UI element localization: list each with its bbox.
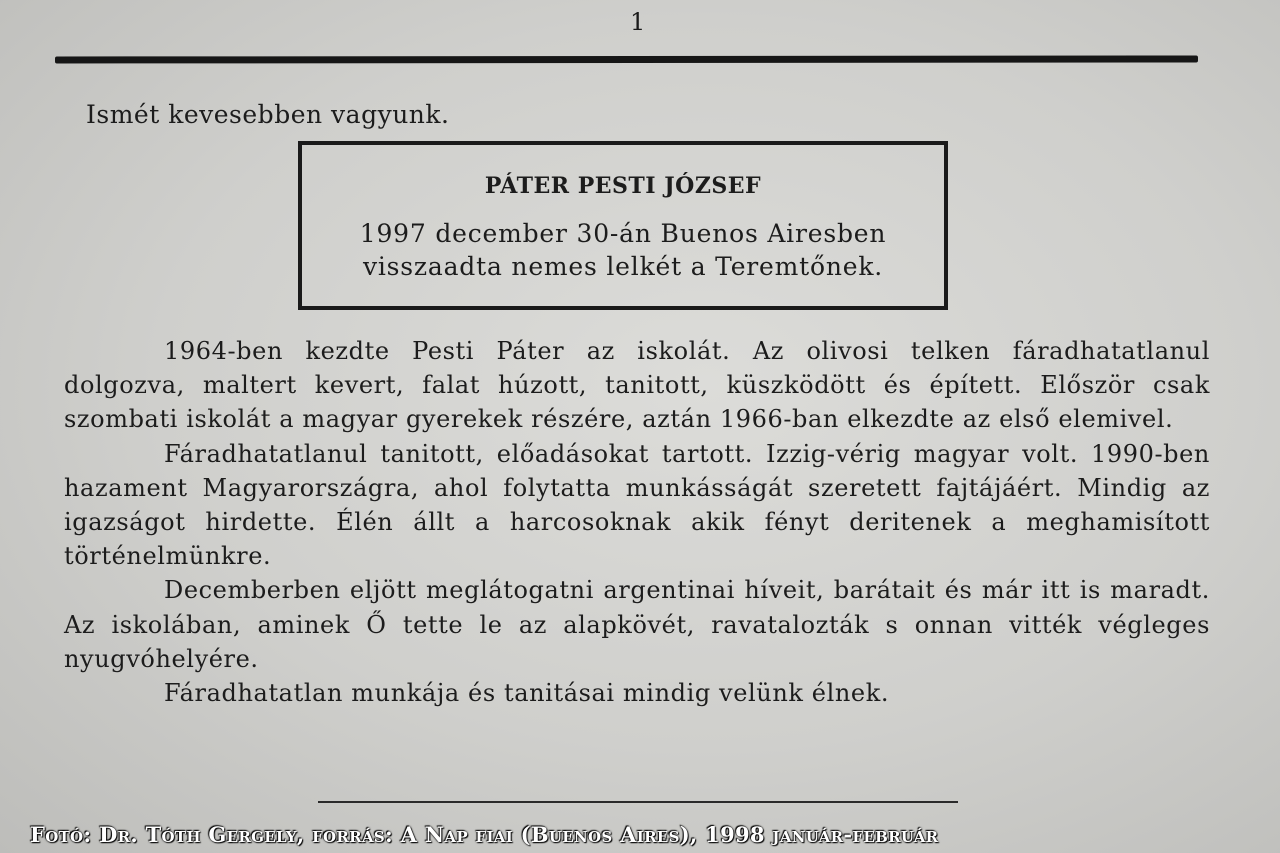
obituary-notice-box xyxy=(298,141,948,310)
page-number: 1 xyxy=(630,8,646,36)
paragraph-3: Decemberben eljött meglátogatni argentinai híveit, barátait és már itt is maradt. Az iskolában, aminek Ő tette le az alapkövét, ravatalozták s onnan vitték végleges nyugvóhelyére. xyxy=(64,576,1210,673)
intro-line: Ismét kevesebben vagyunk. xyxy=(86,100,450,129)
notice-line-2: visszaadta nemes lelkét a Teremtőnek. xyxy=(362,252,884,281)
top-divider xyxy=(55,56,1198,64)
body-text xyxy=(64,334,1210,710)
bottom-divider xyxy=(318,801,958,803)
paragraph-2: Fáradhatatlanul tanitott, előadásokat tartott. Izzig-vérig magyar volt. 1990-ben hazament Magyarországra, ahol folytatta munkásságát szeretett fajtájáért. Mindig az igazságot hirdette. Élén állt a harcosoknak akik fényt deritenek a meghamisított történelmünkre. xyxy=(64,439,1210,571)
paragraph-4: Fáradhatatlan munkája és tanitásai mindig velünk élnek. xyxy=(164,679,890,708)
paragraph-1: 1964-ben kezdte Pesti Páter az iskolát. Az olivosi telken fáradhatatlanul dolgozva, maltert kevert, falat húzott, tanitott, küszködött és épített. Először csak szombati iskolát a magyar gyerekek részére, aztán 1966-ban elkezdte az első elemivel. xyxy=(64,337,1210,434)
photo-caption: Fotó: Dr. Tóth Gergely, forrás: A Nap fiai (Buenos Aires), 1998 január-február xyxy=(30,822,939,847)
notice-name: PÁTER PESTI JÓZSEF xyxy=(484,173,762,199)
notice-line-1: 1997 december 30-án Buenos Airesben xyxy=(359,219,887,248)
